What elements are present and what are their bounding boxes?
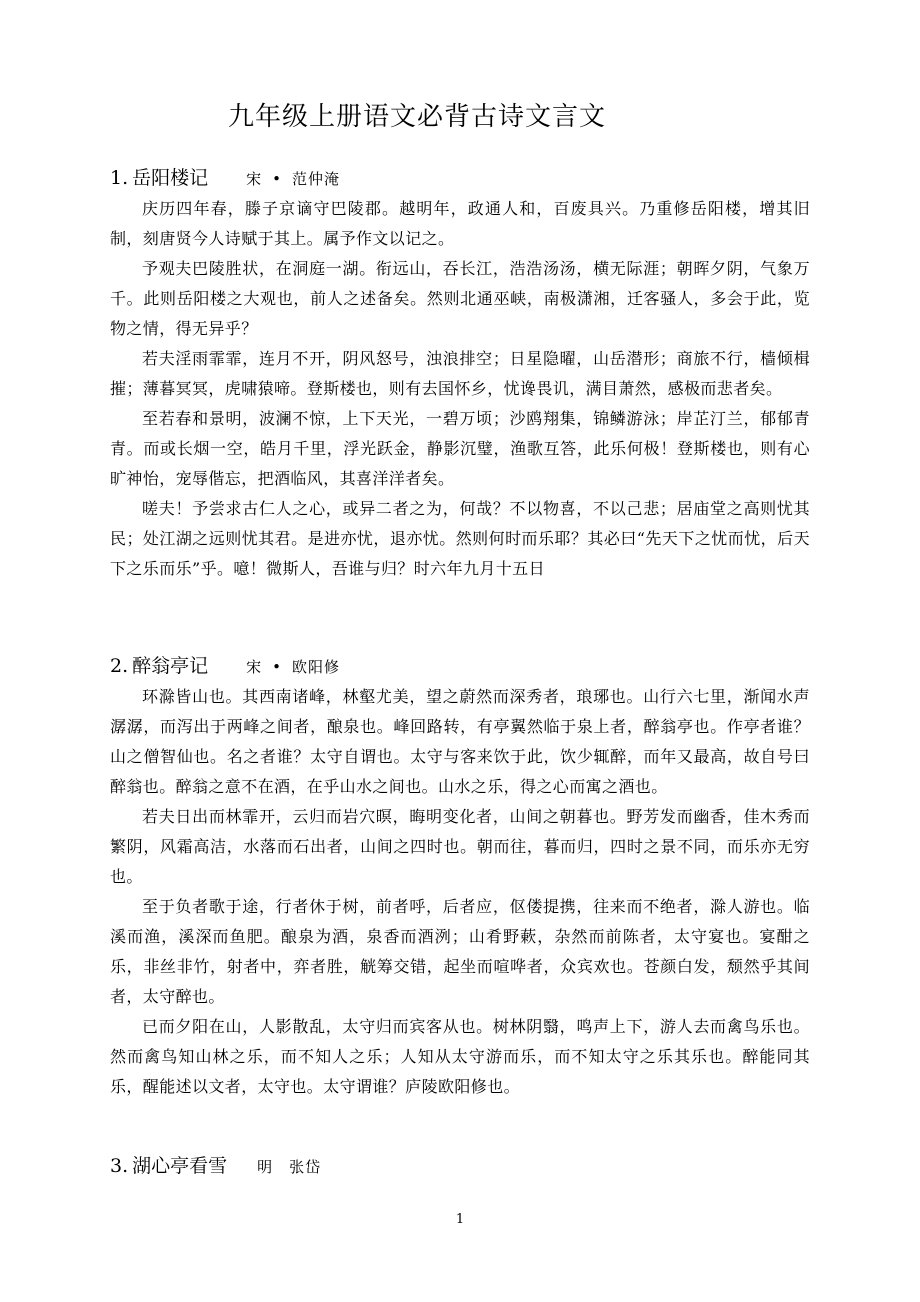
paragraph: 庆历四年春，滕子京谪守巴陵郡。越明年，政通人和，百废具兴。乃重修岳阳楼，增其旧制，刻唐贤今人诗赋于其上。属予作文以记之。 [110, 199, 810, 248]
page-title: 九年级上册语文必背古诗文言文 [227, 102, 606, 132]
section-huxintingkanxue [110, 1150, 810, 1182]
paragraph: 至于负者歌于途，行者休于树，前者呼，后者应，伛偻提携，往来而不绝者，滁人游也。临溪而渔，溪深而鱼肥。酿泉为酒，泉香而酒洌；山肴野蔌，杂然而前陈者，太守宴也。宴酣之乐，非丝非竹，射者中，弈者胜，觥筹交错，起坐而喧哗者，众宾欢也。苍颜白发，颓然乎其间者，太守醉也。 [110, 897, 810, 1006]
section-heading [110, 650, 810, 682]
paragraph: 环滁皆山也。其西南诸峰，林壑尤美，望之蔚然而深秀者，琅琊也。山行六七里，渐闻水声潺潺，而泻出于两峰之间者，酿泉也。峰回路转，有亭翼然临于泉上者，醉翁亭也。作亭者谁？山之僧智仙也。名之者谁？太守自谓也。太守与客来饮于此，饮少辄醉，而年又最高，故自号曰醉翁也。醉翁之意不在酒，在乎山水之间也。山水之乐，得之心而寓之酒也。 [110, 687, 810, 796]
author-name: 范仲淹 [292, 170, 341, 188]
dynasty: 明 [257, 1158, 274, 1176]
section-title: 醉翁亭记 [132, 655, 209, 677]
paragraph: 若夫日出而林霏开，云归而岩穴暝，晦明变化者，山间之朝暮也。野芳发而幽香，佳木秀而繁阴，风霜高洁，水落而石出者，山间之四时也。朝而往，暮而归，四时之景不同，而乐亦无穷也。 [110, 807, 810, 886]
section-number: 3. [110, 1155, 129, 1177]
section-author-line [246, 163, 340, 195]
paragraph: 已而夕阳在山，人影散乱，太守归而宾客从也。树林阴翳，鸣声上下，游人去而禽鸟乐也。然而禽鸟知山林之乐，而不知人之乐；人知从太守游而乐，而不知太守之乐其乐也。醉能同其乐，醒能述以文者，太守也。太守谓谁？庐陵欧阳修也。 [110, 1017, 810, 1096]
section-title: 湖心亭看雪 [132, 1155, 228, 1177]
section-yueyanglouji [110, 162, 810, 584]
section-number: 1. [110, 167, 129, 189]
section-heading [110, 162, 810, 194]
section-number: 2. [110, 655, 129, 677]
paragraph: 予观夫巴陵胜状，在洞庭一湖。衔远山，吞长江，浩浩汤汤，横无际涯；朝晖夕阴，气象万千。此则岳阳楼之大观也，前人之述备矣。然则北通巫峡，南极潇湘，迁客骚人，多会于此，览物之情，得无异乎？ [110, 259, 810, 338]
paragraph: 至若春和景明，波澜不惊，上下天光，一碧万顷；沙鸥翔集，锦鳞游泳；岸芷汀兰，郁郁青青。而或长烟一空，皓月千里，浮光跃金，静影沉璧，渔歌互答，此乐何极！登斯楼也，则有心旷神怡，宠辱偕忘，把酒临风，其喜洋洋者矣。 [110, 409, 810, 488]
author-name: 张岱 [289, 1158, 322, 1176]
section-author-line [246, 651, 340, 683]
paragraph: 嗟夫！予尝求古仁人之心，或异二者之为，何哉？不以物喜，不以己悲；居庙堂之高则忧其民；处江湖之远则忧其君。是进亦忧，退亦忧。然则何时而乐耶？其必曰“先天下之忧而忧，后天下之乐而乐”乎。噫！微斯人，吾谁与归？时六年九月十五日 [110, 499, 810, 578]
section-author-line [257, 1151, 321, 1183]
separator-dot: • [272, 658, 283, 676]
separator-dot: • [272, 170, 283, 188]
section-zuiwengtingji [110, 650, 810, 1102]
author-name: 欧阳修 [292, 658, 341, 676]
paragraph: 若夫淫雨霏霏，连月不开，阴风怒号，浊浪排空；日星隐曜，山岳潜形；商旅不行，樯倾楫摧；薄暮冥冥，虎啸猿啼。登斯楼也，则有去国怀乡，忧谗畏讥，满目萧然，感极而悲者矣。 [110, 349, 810, 398]
dynasty: 宋 [246, 170, 263, 188]
dynasty: 宋 [246, 658, 263, 676]
page-number: 1 [455, 1212, 465, 1227]
section-heading [110, 1150, 810, 1182]
section-title: 岳阳楼记 [132, 167, 209, 189]
